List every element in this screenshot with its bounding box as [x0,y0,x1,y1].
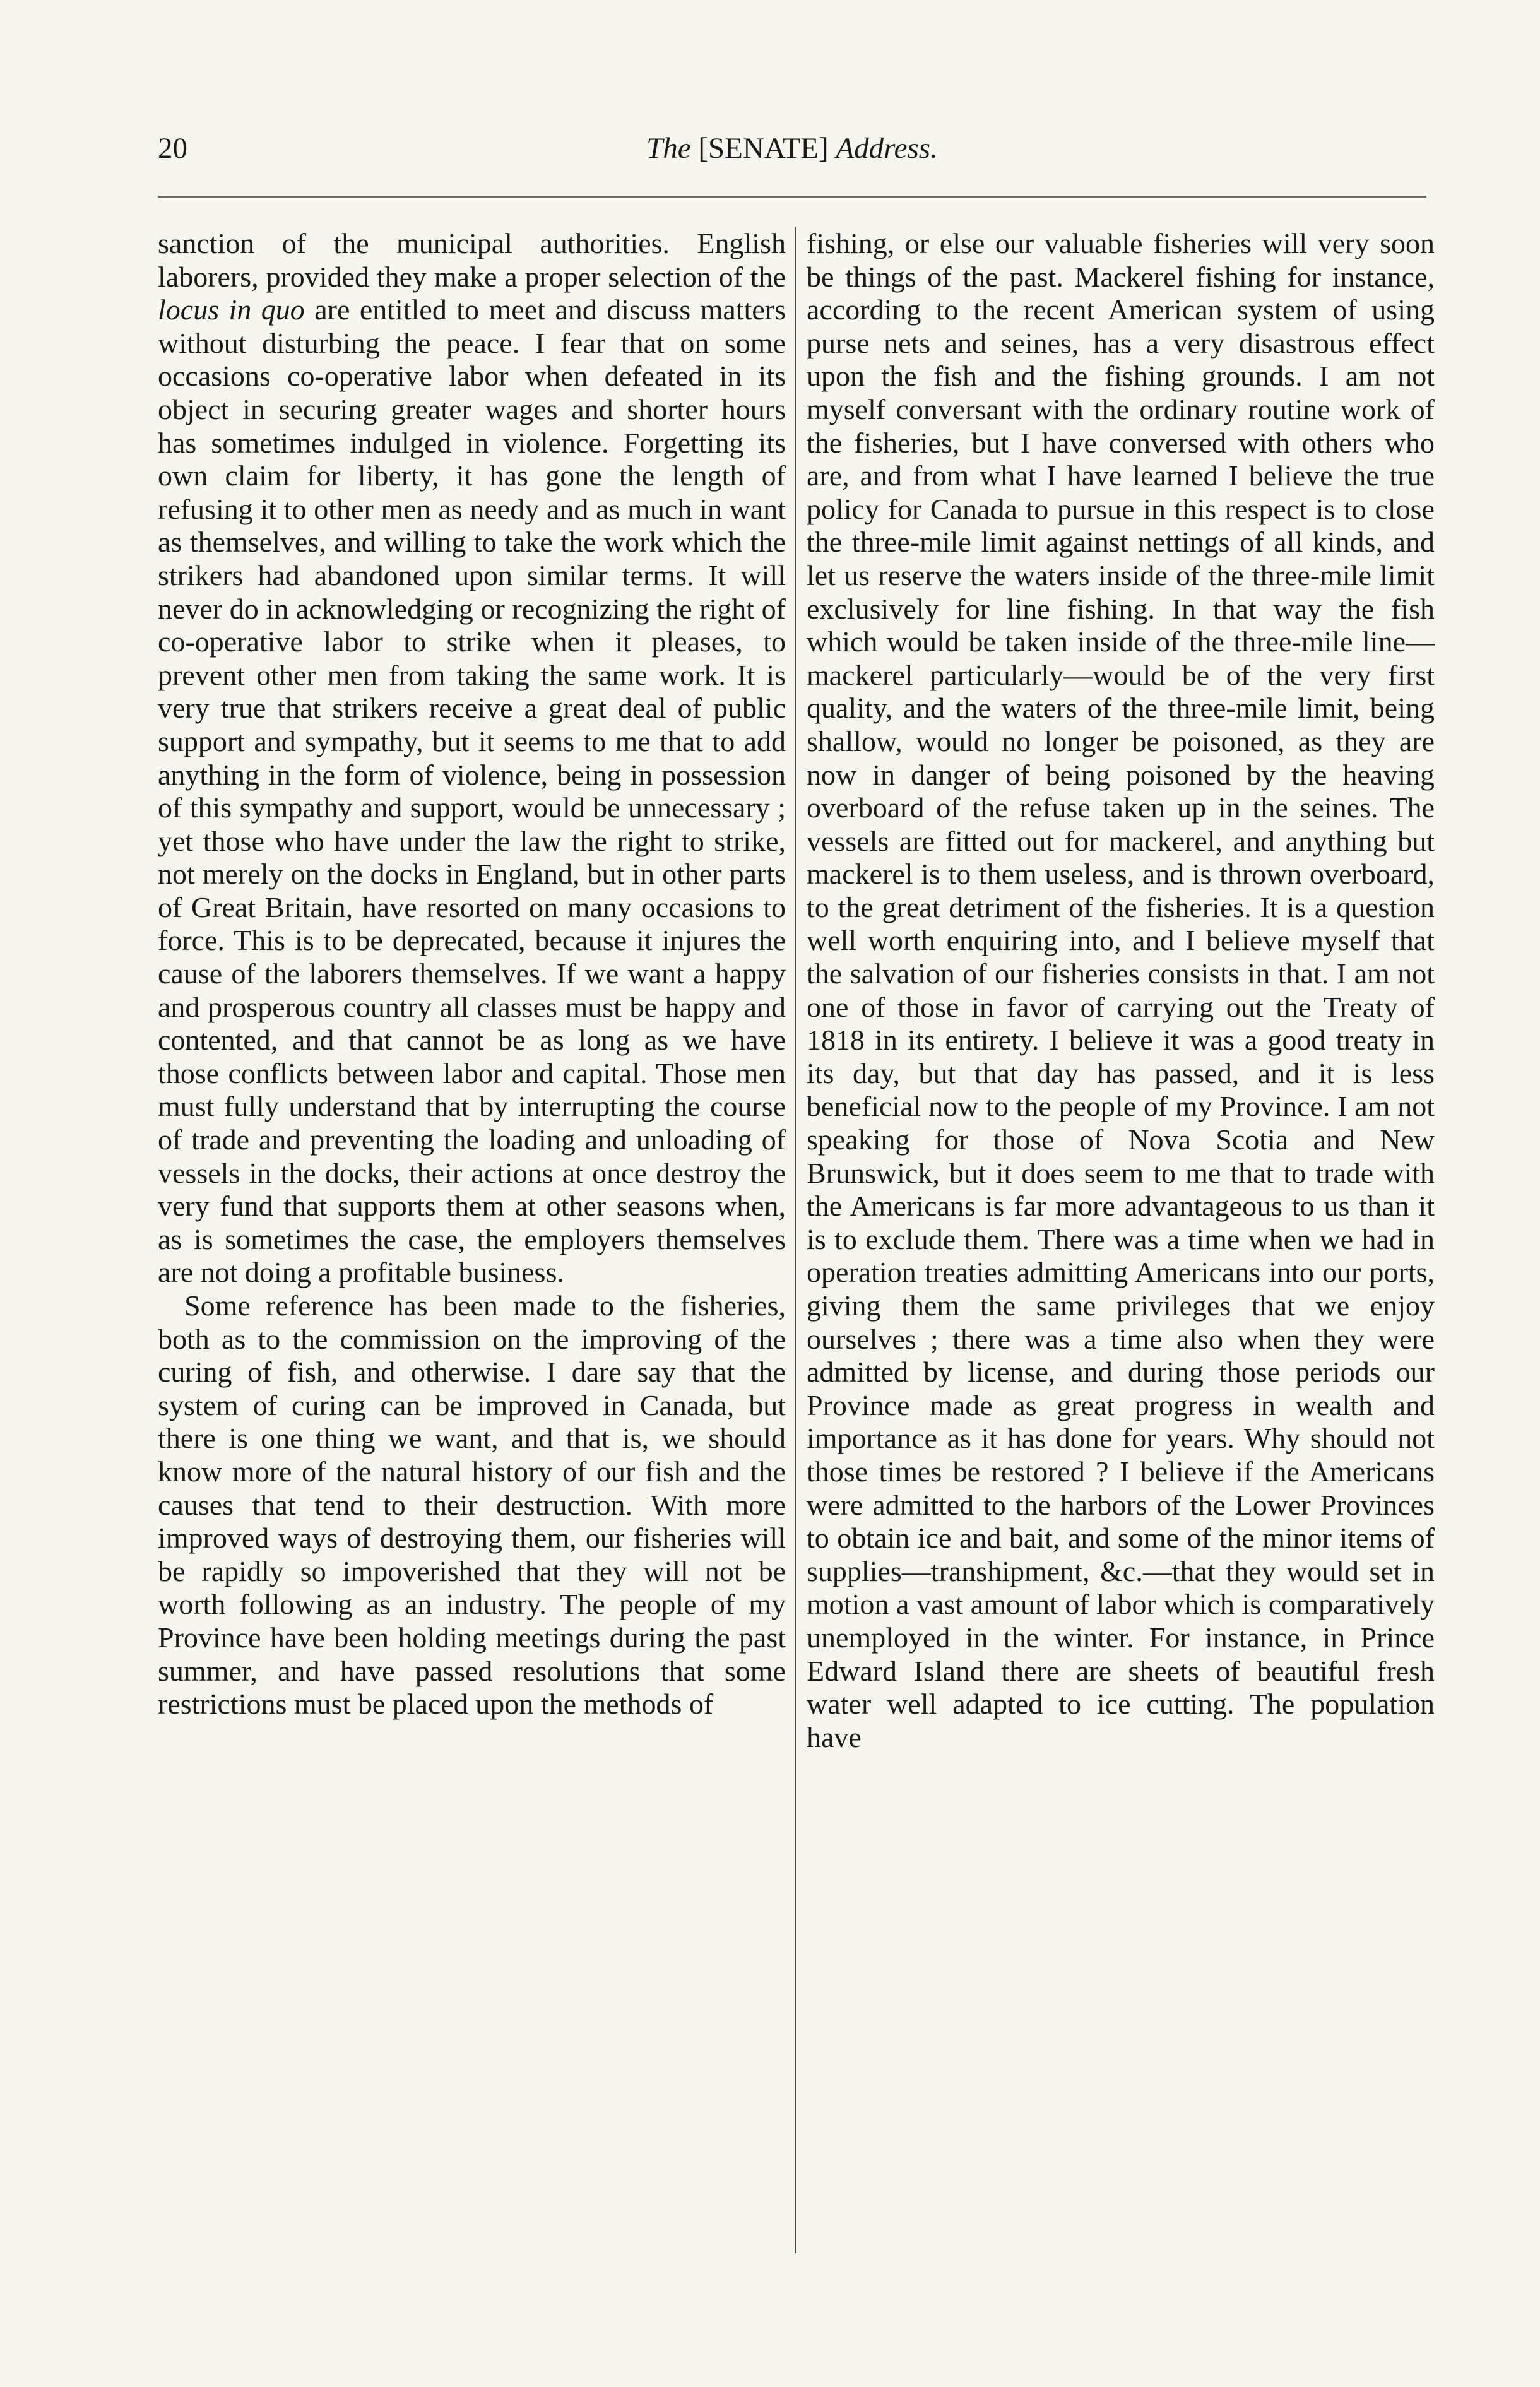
left-column [158,227,786,1721]
column-divider [795,227,796,2253]
left-paragraph-1 [158,227,786,1289]
right-paragraph-1: fishing, or else our valuable fisheries will very soon be things of the past. Mackerel fishing for instance, according to the recent American system of using purse nets and seines, has a very disastrous effect upon the fish and the fishing grounds. I am not myself conversant with the ordinary routine work of the fisheries, but I have conversed with others who are, and from what I have learned I believe the true policy for Canada to pursue in this respect is to close the three-mile limit against nettings of all kinds, and let us reserve the waters inside of the three-mile limit exclusively for line fishing. In that way the fish which would be taken inside of the three-mile line—mackerel particularly—would be of the very first quality, and the waters of the three-mile limit, being shallow, would no longer be poisoned, as they are now in danger of being poisoned by the heaving overboard of the refuse taken up in the seines. The vessels are fitted out for mackerel, and anything but mackerel is to them useless, and is thrown overboard, to the great detriment of the fisheries. It is a question well worth enquiring into, and I believe myself that the salvation of our fisheries consists in that. I am not one of those in favor of carrying out the Treaty of 1818 in its entirety. I believe it was a good treaty in its day, but that day has passed, and it is less beneficial now to the people of my Province. I am not speaking for those of Nova Scotia and New Brunswick, but it does seem to me that to trade with the Americans is far more advantageous to us than it is to exclude them. There was a time when we had in operation treaties admitting Americans into our ports, giving them the same privileges that we enjoy ourselves ; there was a time also when they were admitted by license, and during those periods our Province made as great progress in wealth and importance as it has done for years. Why should not those times be restored ? I believe if the Americans were admitted to the harbors of the Lower Provinces to obtain ice and bait, and some of the minor items of supplies—transhipment, &c.—that they would set in motion a vast amount of labor which is comparatively unemployed in the winter. For instance, in Prince Edward Island there are sheets of beautiful fresh water well adapted to ice cutting. The population have [807,227,1435,1753]
page-header [158,126,1426,170]
running-title-prefix: The [646,132,691,165]
left-paragraph-1-text-b: are entitled to meet and discuss matters without disturbing the peace. I fear that on some occasions co-operative labor when defeated in its object in securing greater wages and shorter hours has sometimes indulged in violence. Forgetting its own claim for liberty, it has gone the length of refusing it to other men as needy and as much in want as themselves, and willing to take the work which the strikers had abandoned upon similar terms. It will never do in acknowledging or recognizing the right of co-operative labor to strike when it pleases, to prevent other men from taking the same work. It is very true that strikers receive a great deal of public support and sympathy, but it seems to me that to add anything in the form of violence, being in possession of this sympathy and support, would be unnecessary ; yet those who have under the law the right to strike, not merely on the docks in England, but in other parts of Great Britain, have resorted on many occasions to force. This is to be deprecated, because it injures the cause of the laborers themselves. If we want a happy and prosperous country all classes must be happy and contented, and that cannot be as long as we have those conflicts between labor and capital. Those men must fully understand that by interrupting the course of trade and preventing the loading and unloading of vessels in the docks, their actions at once destroy the very fund that supports them at other seasons when, as is sometimes the case, the employers themselves are not doing a profitable business. [158,293,786,1289]
running-title [158,126,1426,170]
left-paragraph-2: Some reference has been made to the fisheries, both as to the commission on the improving of the curing of fish, and otherwise. I dare say that the system of curing can be improved in Canada, but there is one thing we want, and that is, we should know more of the natural history of our fish and the causes that tend to their destruction. With more improved ways of destroying them, our fisheries will be rapidly so impoverished that they will not be worth following as an industry. The people of my Province have been holding meetings during the past summer, and have passed resolutions that some restrictions must be placed upon the methods of [158,1289,786,1721]
right-column [807,227,1435,1754]
left-paragraph-1-text-a: sanction of the municipal authorities. English laborers, provided they make a proper selection of the [158,227,786,293]
running-title-suffix: Address. [836,132,938,165]
header-rule [158,196,1426,198]
page-number: 20 [158,132,187,165]
locus-in-quo-phrase: locus in quo [158,293,305,326]
running-title-bracket: [SENATE] [698,132,829,165]
